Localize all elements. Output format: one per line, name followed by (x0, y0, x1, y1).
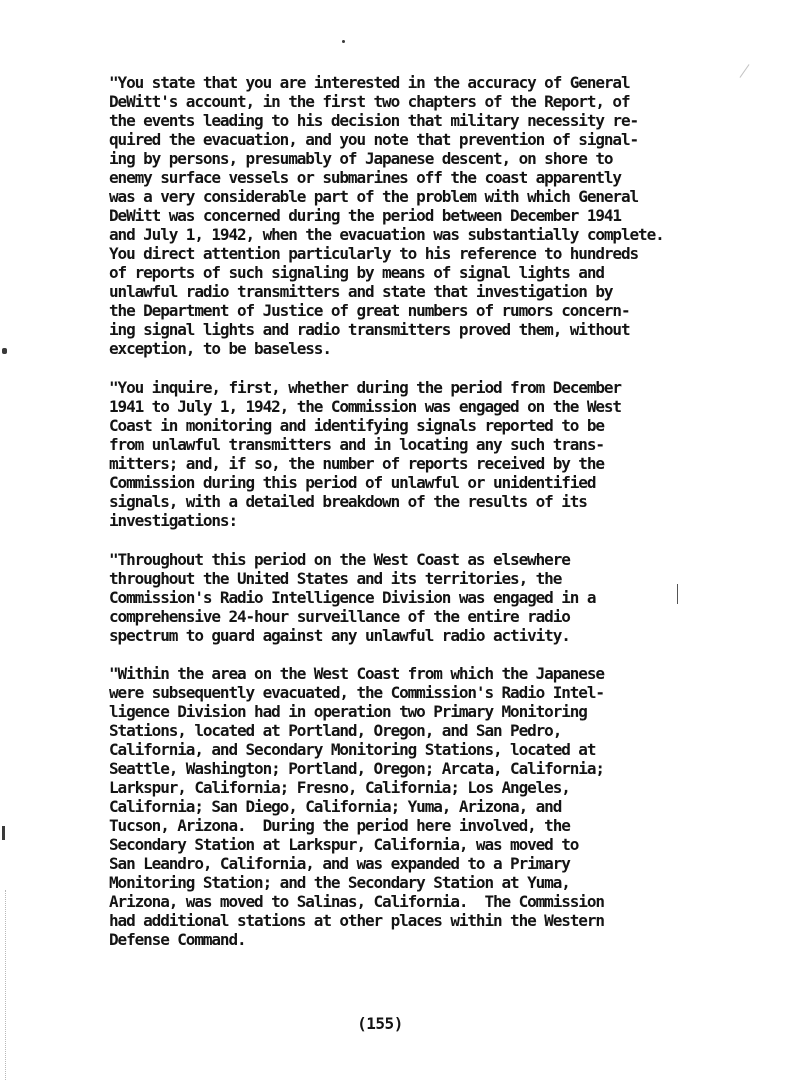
text-line: quired the evacuation, and you note that prevention of signal- (109, 130, 639, 149)
text-line: "You inquire, first, whether during the period from December (109, 378, 621, 397)
paragraph-3 (109, 550, 769, 645)
text-line: Tucson, Arizona. During the period here involved, the (109, 816, 570, 835)
margin-mark (2, 348, 7, 354)
text-line: signals, with a detailed breakdown of the results of its (109, 492, 587, 511)
text-line: of reports of such signaling by means of signal lights and (109, 263, 604, 282)
text-line: mitters; and, if so, the number of reports received by the (109, 454, 604, 473)
scan-edge-line (5, 890, 6, 1080)
paragraph-2 (109, 378, 769, 530)
text-line: California, and Secondary Monitoring Stations, located at (109, 740, 596, 759)
text-line: ligence Division had in operation two Primary Monitoring (109, 702, 587, 721)
text-line: Commission's Radio Intelligence Division was engaged in a (109, 588, 596, 607)
text-line: ing signal lights and radio transmitters proved them, without (109, 320, 630, 339)
text-line: were subsequently evacuated, the Commission's Radio Intel- (109, 683, 604, 702)
text-line: enemy surface vessels or submarines off the coast apparently (109, 168, 621, 187)
text-line: Commission during this period of unlawful or unidentified (109, 473, 596, 492)
page-number: (155) (357, 1014, 403, 1033)
text-line: spectrum to guard against any unlawful radio activity. (109, 626, 570, 645)
paragraph-1 (109, 73, 769, 358)
text-line: 1941 to July 1, 1942, the Commission was engaged on the West (109, 397, 621, 416)
text-line: and July 1, 1942, when the evacuation was substantially complete. (109, 225, 664, 244)
text-line: Secondary Station at Larkspur, California, was moved to (109, 835, 579, 854)
text-line: throughout the United States and its territories, the (109, 569, 562, 588)
text-line: ing by persons, presumably of Japanese descent, on shore to (109, 149, 613, 168)
text-line: California; San Diego, California; Yuma, Arizona, and (109, 797, 562, 816)
text-line: Monitoring Station; and the Secondary Station at Yuma, (109, 873, 570, 892)
text-line: comprehensive 24-hour surveillance of the entire radio (109, 607, 570, 626)
paragraph-4 (109, 664, 769, 949)
text-line: Larkspur, California; Fresno, California; Los Angeles, (109, 778, 570, 797)
text-line: You direct attention particularly to his reference to hundreds (109, 244, 639, 263)
text-line: Coast in monitoring and identifying signals reported to be (109, 416, 604, 435)
text-line: "Within the area on the West Coast from which the Japanese (109, 664, 604, 683)
text-line: DeWitt's account, in the first two chapters of the Report, of (109, 92, 630, 111)
text-line: DeWitt was concerned during the period between December 1941 (109, 206, 621, 225)
text-line: Seattle, Washington; Portland, Oregon; Arcata, California; (109, 759, 604, 778)
text-line: exception, to be baseless. (109, 339, 331, 358)
text-line: unlawful radio transmitters and state that investigation by (109, 282, 613, 301)
text-line: had additional stations at other places within the Western (109, 911, 604, 930)
margin-mark (2, 826, 5, 840)
text-line: was a very considerable part of the problem with which General (109, 187, 639, 206)
text-line: the Department of Justice of great numbers of rumors concern- (109, 301, 630, 320)
text-line: "You state that you are interested in the accuracy of General (109, 73, 630, 92)
ink-speck (342, 40, 345, 43)
text-line: Defense Command. (109, 930, 246, 949)
text-line: from unlawful transmitters and in locating any such trans- (109, 435, 604, 454)
text-line: Arizona, was moved to Salinas, California. The Commission (109, 892, 604, 911)
text-line: investigations: (109, 511, 237, 530)
text-line: the events leading to his decision that military necessity re- (109, 111, 639, 130)
text-line: "Throughout this period on the West Coast as elsewhere (109, 550, 570, 569)
text-line: San Leandro, California, and was expanded to a Primary (109, 854, 570, 873)
text-line: Stations, located at Portland, Oregon, and San Pedro, (109, 721, 562, 740)
